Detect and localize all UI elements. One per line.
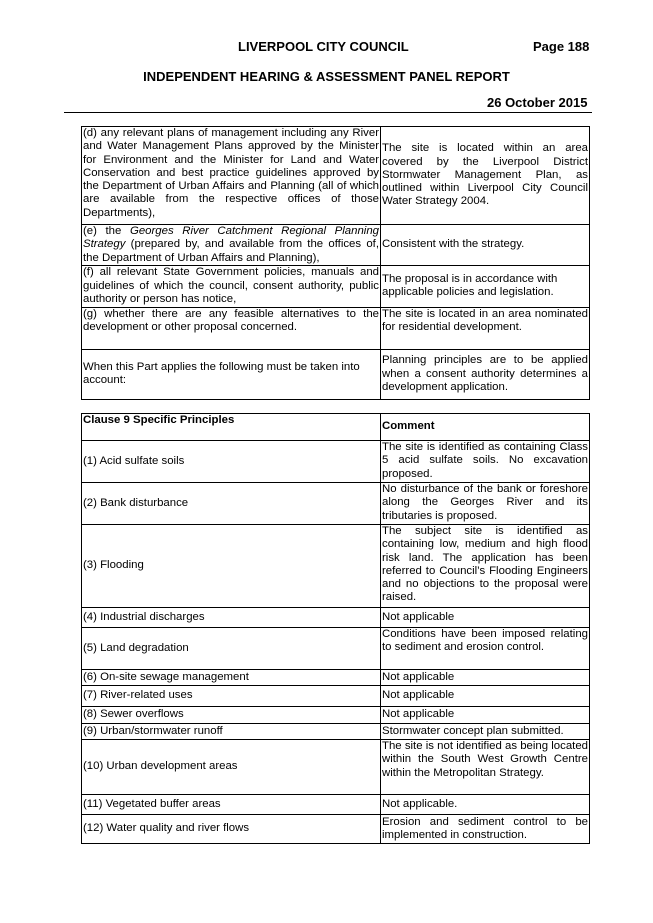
- consideration-cell: (d) any relevant plans of management including any River and Water Management Plans approved by the Minister for Environment and the Minister for Land and Water Conservation and best practice guidelines approved by the Department of Urban Affairs and Planning (all of which are available from the respective offices of those Departments),: [82, 127, 381, 225]
- principle-cell: (9) Urban/stormwater runoff: [82, 724, 381, 740]
- comment-cell: The site is identified as containing Class 5 acid sulfate soils. No excavation proposed.: [381, 441, 590, 483]
- comment-cell: Erosion and sediment control to be implemented in construction.: [381, 815, 590, 844]
- principle-cell: (4) Industrial discharges: [82, 608, 381, 628]
- table-row: [82, 795, 590, 815]
- comment-cell: Conditions have been imposed relating to sediment and erosion control.: [381, 628, 590, 670]
- table-row: [82, 441, 590, 483]
- table-row: [82, 740, 590, 795]
- page-number: Page 188: [533, 39, 590, 54]
- principle-cell: (12) Water quality and river flows: [82, 815, 381, 844]
- principle-cell: (2) Bank disturbance: [82, 483, 381, 525]
- table-row: [82, 483, 590, 525]
- strategy-title: Georges River Catchment Regional Planning Strategy: [83, 225, 379, 251]
- column-header-comment: Comment: [381, 414, 590, 441]
- comment-cell: Not applicable.: [381, 795, 590, 815]
- clause-9-principles-table: [81, 413, 590, 844]
- table-row: [82, 686, 590, 707]
- report-date: 26 October 2015: [487, 95, 588, 110]
- principle-cell: (7) River-related uses: [82, 686, 381, 707]
- consideration-cell: (f) all relevant State Government policies, manuals and guidelines of which the council, consent authority, public authority or person has notice,: [82, 265, 381, 307]
- table-row: [82, 724, 590, 740]
- header-divider: [64, 112, 592, 113]
- table-row: [82, 127, 590, 225]
- comment-cell: The site is located within an area covered by the Liverpool District Stormwater Management Plan, as outlined within Liverpool City Council Water Strategy 2004.: [381, 127, 590, 225]
- table-row: [82, 307, 590, 349]
- principle-cell: (1) Acid sulfate soils: [82, 441, 381, 483]
- table-header-row: [82, 414, 590, 441]
- comment-cell: Planning principles are to be applied when a consent authority determines a development application.: [381, 349, 590, 399]
- comment-cell: Stormwater concept plan submitted.: [381, 724, 590, 740]
- table-row: [82, 525, 590, 608]
- comment-cell: The site is not identified as being located within the South West Growth Centre within the Metropolitan Strategy.: [381, 740, 590, 795]
- table-row: [82, 225, 590, 266]
- comment-cell: The subject site is identified as containing low, medium and high flood risk land. The application has been referred to Council’s Flooding Engineers and no objections to the proposal were raised.: [381, 525, 590, 608]
- table-row: [82, 670, 590, 686]
- comment-cell: Consistent with the strategy.: [381, 225, 590, 266]
- table-row: [82, 265, 590, 307]
- principle-cell: (10) Urban development areas: [82, 740, 381, 795]
- consideration-cell: (g) whether there are any feasible alternatives to the development or other proposal concerned.: [82, 307, 381, 349]
- council-name: LIVERPOOL CITY COUNCIL: [238, 39, 409, 54]
- comment-cell: Not applicable: [381, 686, 590, 707]
- column-header-principles: Clause 9 Specific Principles: [82, 414, 381, 441]
- consideration-cell: When this Part applies the following must be taken into account:: [82, 349, 381, 399]
- comment-cell: Not applicable: [381, 707, 590, 724]
- table-row: [82, 815, 590, 844]
- text-segment: (e) the: [83, 225, 130, 237]
- table-row: [82, 707, 590, 724]
- principle-cell: (6) On-site sewage management: [82, 670, 381, 686]
- comment-cell: No disturbance of the bank or foreshore along the Georges River and its tributaries is proposed.: [381, 483, 590, 525]
- comment-cell: Not applicable: [381, 670, 590, 686]
- report-title: INDEPENDENT HEARING & ASSESSMENT PANEL REPORT: [143, 69, 510, 84]
- principle-cell: (3) Flooding: [82, 525, 381, 608]
- comment-cell: The site is located in an area nominated for residential development.: [381, 307, 590, 349]
- comment-cell: The proposal is in accordance with applicable policies and legislation.: [381, 265, 590, 307]
- principle-cell: (11) Vegetated buffer areas: [82, 795, 381, 815]
- text-segment: (prepared by, and available from the offices of, the Department of Urban Affairs and Planning),: [83, 238, 379, 264]
- principle-cell: (5) Land degradation: [82, 628, 381, 670]
- table-row: [82, 608, 590, 628]
- table-row: [82, 628, 590, 670]
- principle-cell: (8) Sewer overflows: [82, 707, 381, 724]
- consideration-cell: [82, 225, 381, 266]
- comment-cell: Not applicable: [381, 608, 590, 628]
- planning-considerations-table: [81, 126, 590, 400]
- table-row: [82, 349, 590, 399]
